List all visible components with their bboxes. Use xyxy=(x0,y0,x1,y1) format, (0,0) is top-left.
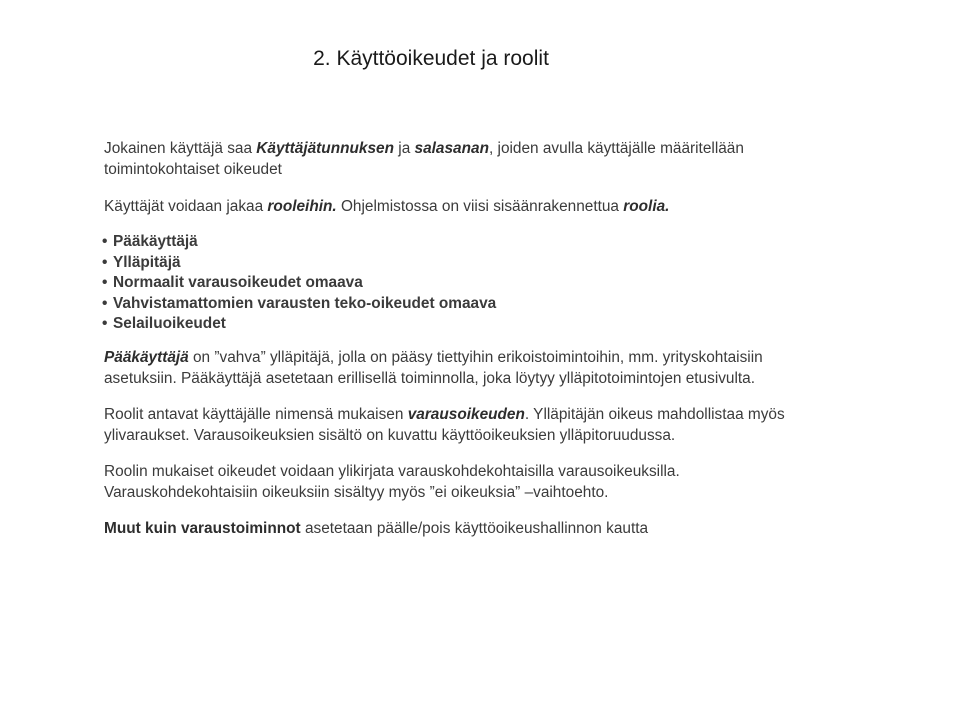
roles-intro-paragraph xyxy=(104,197,904,218)
roles-intro-text-2: Ohjelmistossa on viisi sisäänrakennettua xyxy=(336,198,624,215)
rights-desc-line-2: ylivaraukset. Varausoikeuksien sisältö on kuvattu käyttöoikeuksien ylläpitoruudussa. xyxy=(104,426,676,444)
rights-desc-text-2: . Ylläpitäjän oikeus mahdollistaa myös xyxy=(524,406,785,423)
roles-list xyxy=(102,232,496,335)
list-item-role-browse: • Selailuoikeudet xyxy=(102,314,496,335)
page-title-text: 2. Käyttöoikeudet ja roolit xyxy=(313,47,549,70)
rights-desc-line-1 xyxy=(104,405,904,426)
intro-text-3: , joiden avulla käyttäjälle määritellään xyxy=(488,140,744,157)
rights-desc-text-1: Roolit antavat käyttäjälle nimensä mukaisen xyxy=(104,406,408,423)
admin-desc-line-2: asetuksiin. Pääkäyttäjä asetetaan erillisellä toiminnolla, joka löytyy ylläpitotoimintojen etusivulta. xyxy=(104,369,756,387)
list-item-role-admin: • Pääkäyttäjä xyxy=(102,232,496,253)
admin-description-paragraph xyxy=(104,348,904,389)
other-description-paragraph xyxy=(104,519,904,540)
admin-desc-emphasis: Pääkäyttäjä xyxy=(104,349,189,366)
intro-line-1 xyxy=(104,139,904,160)
override-desc-line-1: Roolin mukaiset oikeudet voidaan ylikirjata varauskohdekohtaisilla varausoikeuksilla. xyxy=(104,463,680,480)
override-desc-line-2: Varauskohdekohtaisiin oikeuksiin sisältyy myös ”ei oikeuksia” –vaihtoehto. xyxy=(104,483,609,501)
page-title xyxy=(0,47,862,71)
intro-paragraph xyxy=(104,139,904,180)
list-item-role-maintainer: • Ylläpitäjä xyxy=(102,253,496,274)
list-item-role-unconfirmed: • Vahvistamattomien varausten teko-oikeudet omaava xyxy=(102,294,496,315)
roles-intro-text-1: Käyttäjät voidaan jakaa xyxy=(104,198,268,215)
list-item-role-normal: • Normaalit varausoikeudet omaava xyxy=(102,273,496,294)
intro-emphasis-username: Käyttäjätunnuksen xyxy=(256,140,394,157)
other-desc-bold: Muut kuin varaustoiminnot xyxy=(104,520,301,537)
admin-desc-text-1: on ”vahva” ylläpitäjä, jolla on pääsy tiettyihin erikoistoimintoihin, mm. yrityskohtaisiin xyxy=(188,349,763,366)
other-desc-text: asetetaan päälle/pois käyttöoikeushallinnon kautta xyxy=(300,520,649,537)
intro-emphasis-password: salasanan xyxy=(414,140,489,157)
rights-desc-emphasis: varausoikeuden xyxy=(407,406,525,423)
roles-intro-emphasis-1: rooleihin. xyxy=(267,198,337,215)
admin-desc-line-1 xyxy=(104,348,904,369)
intro-text-1: Jokainen käyttäjä saa xyxy=(104,140,257,157)
intro-text-2: ja xyxy=(394,140,415,157)
rights-description-paragraph xyxy=(104,405,904,446)
roles-intro-emphasis-2: roolia. xyxy=(623,198,670,215)
intro-line-2: toimintokohtaiset oikeudet xyxy=(104,160,282,178)
override-description-paragraph xyxy=(104,462,904,503)
